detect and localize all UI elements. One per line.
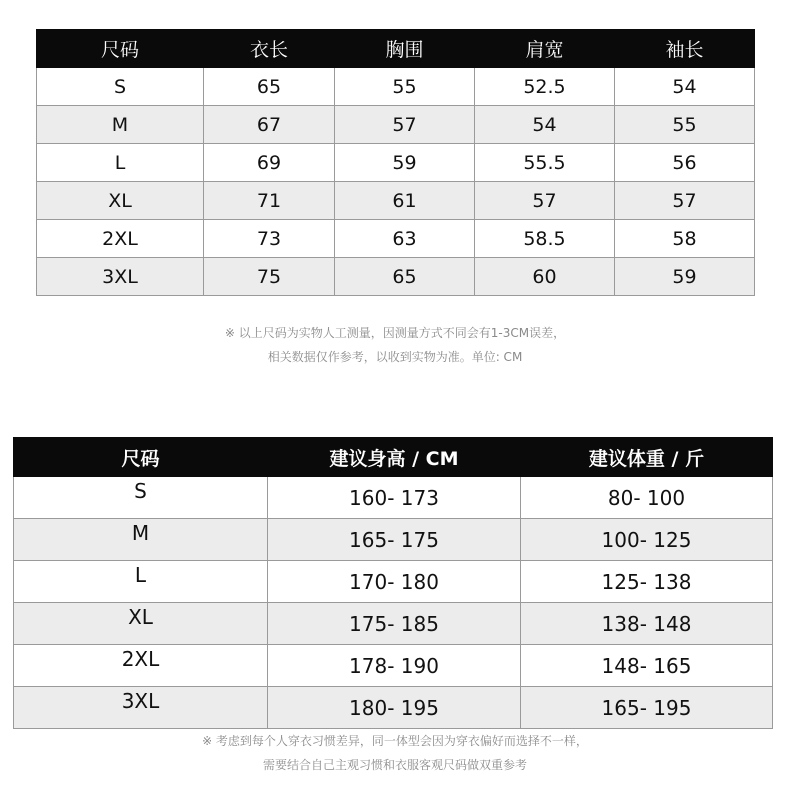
table-row (14, 519, 773, 561)
height-cell: 178- 190 (268, 645, 521, 687)
shoulder-cell: 57 (475, 182, 615, 220)
table-row (37, 258, 755, 296)
chest-cell: 57 (335, 106, 475, 144)
height-cell: 180- 195 (268, 687, 521, 729)
size-cell: S (14, 477, 268, 519)
measurement-note-line-1: ※ 以上尺码为实物人工测量，因测量方式不同会有1-3CM误差， (224, 326, 566, 340)
size-cell: XL (14, 603, 268, 645)
table-row (14, 645, 773, 687)
size-cell: 3XL (37, 258, 204, 296)
header-chest: 胸围 (335, 30, 475, 68)
size-measurement-table (36, 29, 755, 296)
sleeve-cell: 57 (615, 182, 755, 220)
header-weight: 建议体重 / 斤 (521, 438, 773, 477)
size-cell: L (14, 561, 268, 603)
weight-cell: 100- 125 (521, 519, 773, 561)
size-cell: S (37, 68, 204, 106)
table-row (14, 603, 773, 645)
length-cell: 65 (204, 68, 335, 106)
chest-cell: 65 (335, 258, 475, 296)
shoulder-cell: 60 (475, 258, 615, 296)
sleeve-cell: 55 (615, 106, 755, 144)
table-row (37, 182, 755, 220)
measurement-header-row (37, 30, 755, 68)
measurement-note-line-2: 相关数据仅作参考，以收到实物为准。单位: CM (267, 350, 523, 364)
height-cell: 175- 185 (268, 603, 521, 645)
size-cell: M (37, 106, 204, 144)
sleeve-cell: 54 (615, 68, 755, 106)
size-cell: L (37, 144, 204, 182)
height-cell: 165- 175 (268, 519, 521, 561)
sleeve-cell: 58 (615, 220, 755, 258)
table-row (14, 687, 773, 729)
length-cell: 75 (204, 258, 335, 296)
weight-cell: 125- 138 (521, 561, 773, 603)
chest-cell: 63 (335, 220, 475, 258)
header-length: 衣长 (204, 30, 335, 68)
size-cell: M (14, 519, 268, 561)
shoulder-cell: 55.5 (475, 144, 615, 182)
header-size: 尺码 (14, 438, 268, 477)
table-row (37, 68, 755, 106)
header-height: 建议身高 / CM (268, 438, 521, 477)
size-cell: 2XL (14, 645, 268, 687)
recommendation-note-line-2: 需要结合自己主观习惯和衣服客观尺码做双重参考 (262, 758, 527, 772)
measurement-note (0, 321, 790, 369)
weight-cell: 148- 165 (521, 645, 773, 687)
size-cell: XL (37, 182, 204, 220)
recommendation-note (0, 729, 790, 777)
shoulder-cell: 58.5 (475, 220, 615, 258)
height-cell: 170- 180 (268, 561, 521, 603)
length-cell: 73 (204, 220, 335, 258)
header-shoulder: 肩宽 (475, 30, 615, 68)
length-cell: 71 (204, 182, 335, 220)
size-cell: 2XL (37, 220, 204, 258)
table-row (37, 106, 755, 144)
table-row (37, 220, 755, 258)
weight-cell: 138- 148 (521, 603, 773, 645)
weight-cell: 80- 100 (521, 477, 773, 519)
size-recommendation-table (13, 437, 773, 729)
weight-cell: 165- 195 (521, 687, 773, 729)
length-cell: 67 (204, 106, 335, 144)
recommendation-header-row (14, 438, 773, 477)
table-row (14, 477, 773, 519)
table-row (37, 144, 755, 182)
shoulder-cell: 52.5 (475, 68, 615, 106)
height-cell: 160- 173 (268, 477, 521, 519)
chest-cell: 61 (335, 182, 475, 220)
header-size: 尺码 (37, 30, 204, 68)
chest-cell: 55 (335, 68, 475, 106)
length-cell: 69 (204, 144, 335, 182)
chest-cell: 59 (335, 144, 475, 182)
recommendation-note-line-1: ※ 考虑到每个人穿衣习惯差异，同一体型会因为穿衣偏好而选择不一样， (202, 734, 588, 748)
table-row (14, 561, 773, 603)
header-sleeve: 袖长 (615, 30, 755, 68)
size-cell: 3XL (14, 687, 268, 729)
sleeve-cell: 56 (615, 144, 755, 182)
shoulder-cell: 54 (475, 106, 615, 144)
sleeve-cell: 59 (615, 258, 755, 296)
